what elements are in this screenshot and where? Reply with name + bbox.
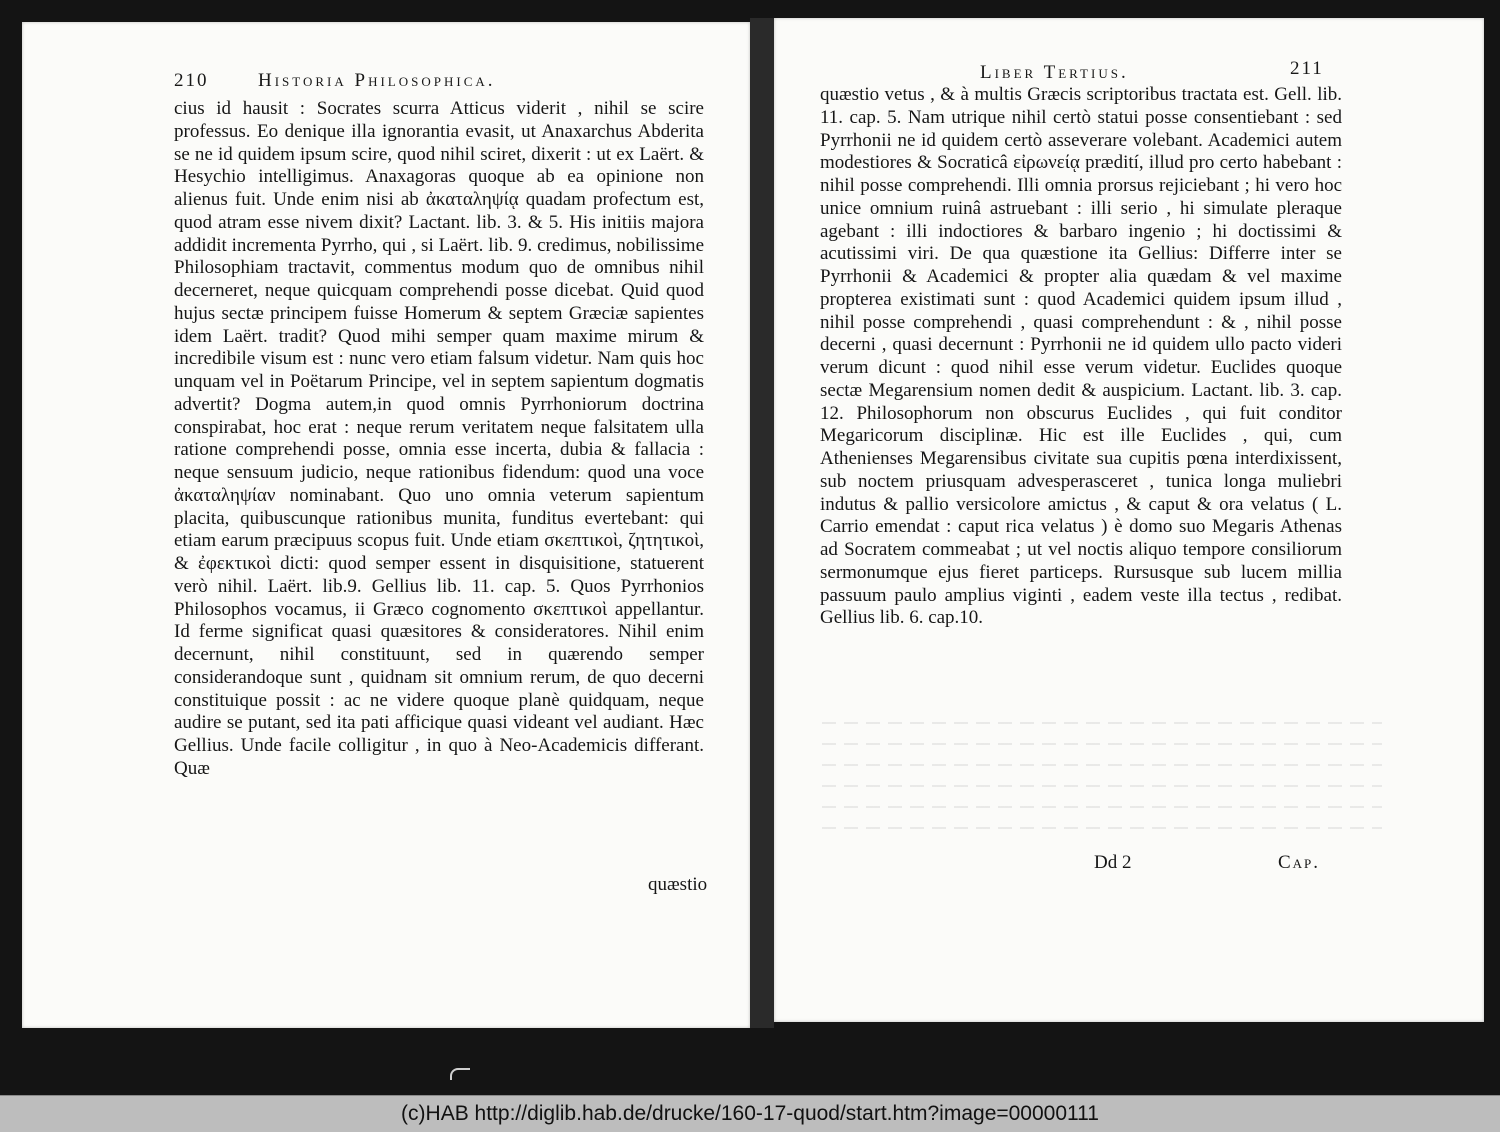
- right-page-number: 211: [1290, 58, 1324, 79]
- show-through-lines: [822, 722, 1382, 848]
- right-body-paragraph: quæstio vetus , & à multis Græcis scriptoribus tractata est. Gell. lib. 11. cap. 5. Nam utrique nihil certò statui posse consentiebant : sed Pyrrhonii ne id quidem certò asseverare volebant. Academici autem modestiores & Socraticâ εἰρωνείᾳ prædití, illud pro certo habebant : nihil posse comprehendi. Illi omnia prorsus rejiciebant ; hi vero hoc unice omnium ruinâ astruebant : illi serio , hi simulate pleraque agebant : illi indoctiores & barbaro ingenio ; hi doctissimi & acutissimi viri. De qua quæstione ita Gellius: Differre inter se Pyrrhonii & Academici & propter alia quædam & vel maxime propterea existimati sunt : quod Academici quidem ipsum illud , nihil posse comprehendi , quasi comprehendunt : & , nihil posse decerni , quasi decernunt : Pyrrhonii ne id quidem ullo pacto videri verum dicunt : quod nihil esse verum videtur. Euclides quoque sectæ Megarensium nomen dedit & auspicium. Lactant. lib. 3. cap. 12. Philosophorum non obscurus Euclides , qui fuit conditor Megaricorum disciplinæ. Hic est ille Euclides , qui, cum Athenienses Megarensibus civitate sua cupitis pœna interdixissent, sub noctem priusquam advesperasceret , tunica longa muliebri indutus & pallio versicolore amictus , & caput & ora velatus ( L. Carrio emendat : caput rica velatus ) è domo suo Megaris Athenas ad Socratem commeabat ; ut vel noctis aliquo tempore consiliorum sermonumque ejus fieret particeps. Rursusque sub lucem millia passuum paulo amplius viginti , eadem veste illa tectus , redibat. Gellius lib. 6. cap.10.: [820, 84, 1342, 629]
- show-through-line: [822, 785, 1382, 787]
- show-through-line: [822, 827, 1382, 829]
- source-url-text: (c)HAB http://diglib.hab.de/drucke/160-17-quod/start.htm?image=00000111: [401, 1102, 1099, 1125]
- show-through-line: [822, 764, 1382, 766]
- left-catchword: quæstio: [648, 874, 708, 895]
- show-through-line: [822, 743, 1382, 745]
- left-body-paragraph: cius id hausit : Socrates scurra Atticus viderit , nihil se scire professus. Eo denique illa ignorantia evasit, ut Anaxarchus Abderita se ne id quidem ipsum scire, quod nihil sciret, dixerit : ut ex Laërt. & Hesychio intelligimus. Anaxagoras quoque ab ea opinione non alienus fuit. Unde enim nisi ab ἀκαταληψίᾳ quadam profectum est, quod atram esse nivem dixit? Lactant. lib. 3. & 5. His initiis majora addidit incrementa Pyrrho, qui , si Laërt. lib. 9. credimus, nobilissime Philosophiam tractavit, commentus modum quo de omnibus nihil decerneret, neque quicquam comprehendi posse dicebat. Quid quod hujus sectæ principem fuisse Homerum & septem Græciæ sapientes idem Laërt. tradit? Quod mihi semper quam maxime mirum & incredibile visum est : nunc vero etiam falsum videtur. Nam quis hoc unquam vel in Poëtarum Principe, vel in septem sapientum dogmatis advertit? Dogma autem,in quod omnis Pyrrhoniorum doctrina conspirabat, hoc erat : neque rerum veritatem neque falsitatem ulla ratione comprehendi posse, omnia esse incerta, dubia & fallacia : neque sensuum judicio, neque rationibus fidendum: quod una voce ἀκαταληψίαν nominabant. Quo uno omnia veterum sapientum placita, quibuscunque rationibus munita, funditus evertebant: qui etiam earum præcipuus scopus fuit. Unde etiam σκεπτικοὶ, ζητητικοὶ, & ἐφεκτικοὶ dicti: quod semper essent in disquisitione, statuerent verò nihil. Laërt. lib.9. Gellius lib. 11. cap. 5. Quos Pyrrhonios Philosophos vocamus, ii Græco cognomento σκεπτικοὶ appellantur. Id ferme significat quasi quæsitores & consideratores. Nihil enim decernunt, nihil constituunt, sed in quærendo semper considerandoque sunt , quidnam sit omnium rerum, de quo decerni constituique possit : ac ne videre quoque planè quidquam, neque audire se putant, sed ita pati afficique quasi videant vel audiant. Hæc Gellius. Unde facile colligitur , in quo à Neo-Academicis differant. Quæ: [174, 98, 704, 779]
- scan-artifact: [450, 1068, 470, 1080]
- right-running-head: Liber Tertius.: [980, 62, 1129, 83]
- right-body-text: [820, 84, 1342, 630]
- left-page-number: 210: [174, 70, 209, 91]
- show-through-line: [822, 722, 1382, 724]
- source-footer: [0, 1095, 1500, 1132]
- right-page: [774, 18, 1484, 1022]
- book-gutter: [750, 18, 774, 1028]
- show-through-line: [822, 806, 1382, 808]
- right-signature-mark: Dd 2: [1094, 852, 1132, 873]
- right-catchword: Cap.: [1278, 852, 1321, 873]
- left-page: [22, 22, 750, 1028]
- left-body-text: [174, 98, 704, 781]
- left-running-head: Historia Philosophica.: [258, 70, 496, 91]
